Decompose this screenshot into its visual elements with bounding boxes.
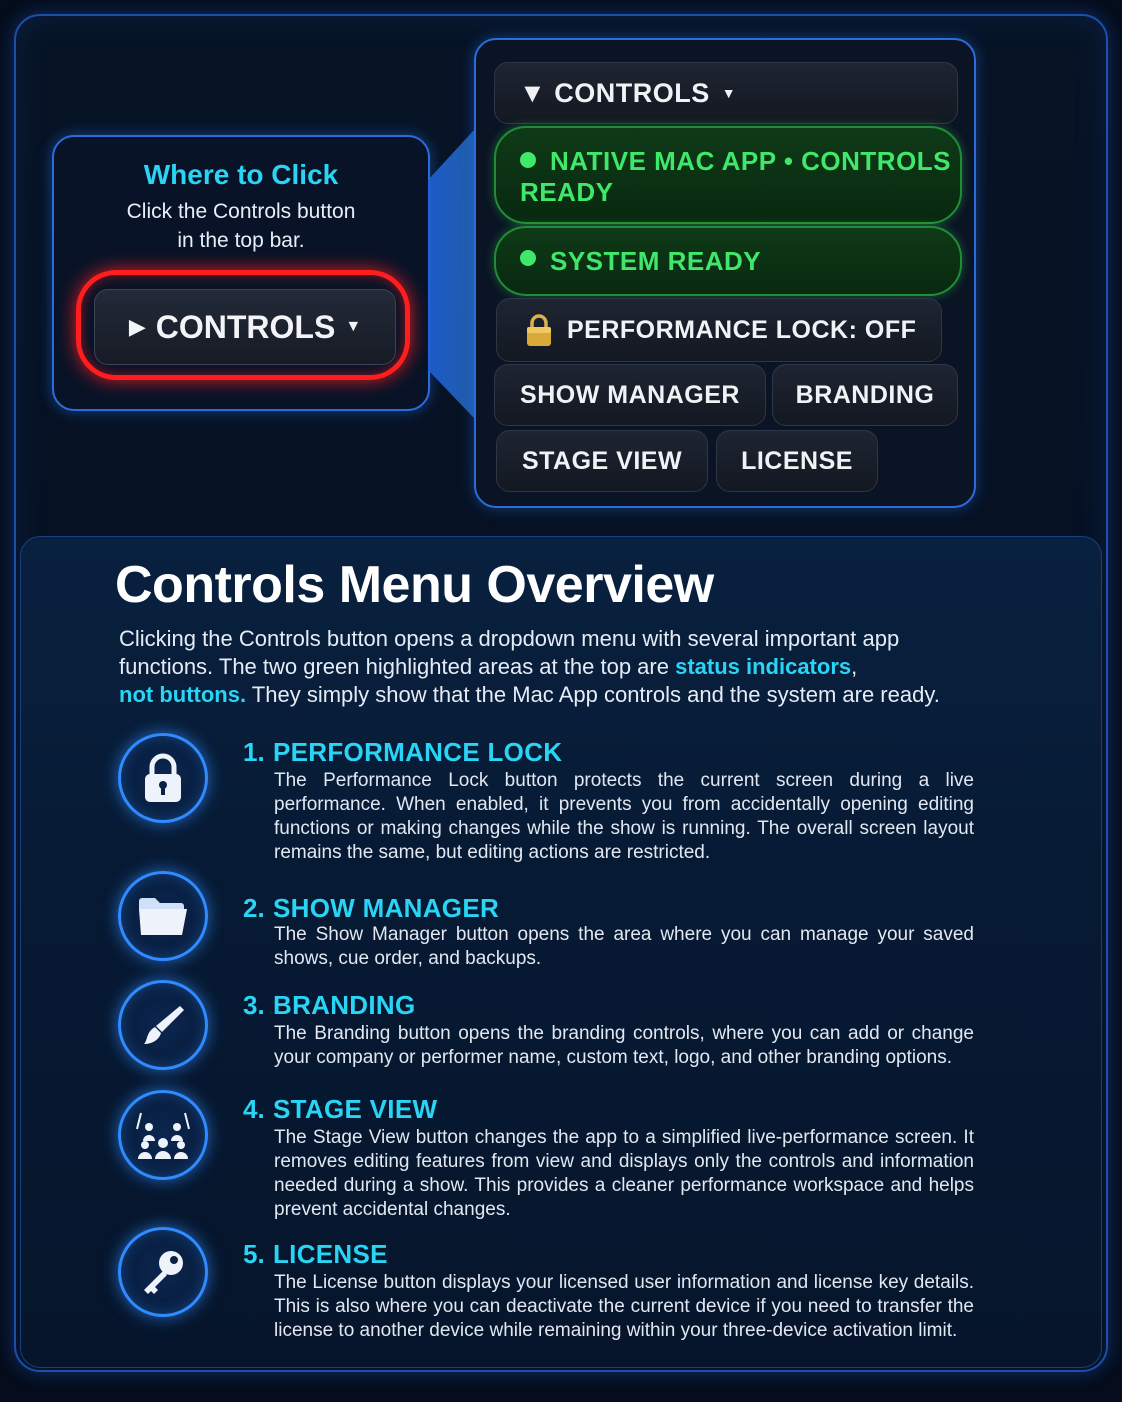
audience-icon (118, 1090, 208, 1180)
intro-highlight-2: not buttons. (119, 682, 247, 707)
show-manager-label: SHOW MANAGER (520, 380, 740, 409)
intro-text-2: , (851, 654, 858, 679)
play-icon: ▶ (128, 314, 146, 339)
controls-button-label: CONTROLS (155, 308, 336, 345)
intro-text-1: Clicking the Controls button opens a dropdown menu with several important app functions. The two green highlighted areas at the top are (119, 626, 900, 679)
paintbrush-icon (118, 980, 208, 1070)
license-button[interactable] (716, 430, 878, 492)
feature-title: STAGE VIEW (273, 1094, 438, 1124)
overview-title: Controls Menu Overview (115, 556, 714, 614)
stage-view-label: STAGE VIEW (521, 446, 683, 475)
controls-button[interactable] (94, 289, 396, 365)
controls-dropdown-menu (474, 38, 976, 508)
feature-number: 4. (243, 1094, 265, 1124)
chevron-down-icon: ▼ (721, 85, 737, 101)
feature-description: The License button displays your licensed user information and license key details. This is also where you can deactivate the current device if you need to transfer the license to another device while remaining within your three-device activation limit. (274, 1272, 974, 1341)
connector-beam (428, 130, 478, 418)
feature-number: 2. (243, 893, 265, 923)
status-system-ready (494, 226, 962, 296)
menu-controls-header[interactable] (494, 62, 958, 124)
branding-button[interactable] (772, 364, 958, 426)
feature-title: SHOW MANAGER (273, 893, 500, 923)
feature-number: 5. (243, 1239, 265, 1269)
feature-description: The Show Manager button opens the area where you can manage your saved shows, cue order, and backups. (274, 924, 974, 969)
callout-text (94, 197, 388, 255)
intro-highlight-1: status indicators (675, 654, 852, 679)
folder-icon (118, 871, 208, 961)
feature-description: The Performance Lock button protects the current screen during a live performance. When enabled, it prevents you from accidentally opening editing functions or making changes while the show is running. The overall screen layout remains the same, but editing actions are restricted. (274, 770, 974, 863)
feature-number: 1. (243, 737, 265, 767)
callout-line-1: Click the Controls button (126, 200, 356, 223)
controls-overview-section (20, 536, 1102, 1368)
status-dot-icon (520, 250, 536, 266)
performance-lock-label: PERFORMANCE LOCK: OFF (567, 315, 917, 344)
feature-title: PERFORMANCE LOCK (273, 737, 563, 767)
triangle-down-icon: ▼ (519, 77, 547, 108)
intro-text-3: They simply show that the Mac App controls and the system are ready. (246, 682, 940, 707)
status-dot-icon (520, 152, 536, 168)
status-native-line2: READY (520, 177, 614, 207)
callout-title: Where to Click (143, 159, 339, 190)
branding-label: BRANDING (795, 380, 935, 409)
license-label: LICENSE (741, 446, 853, 475)
padlock-icon (525, 313, 553, 347)
overview-intro (119, 625, 979, 709)
status-system-label: SYSTEM READY (550, 245, 762, 276)
status-native-mac-app (494, 126, 962, 224)
feature-description: The Branding button opens the branding controls, where you can add or change your company or performer name, custom text, logo, and other branding options. (274, 1023, 974, 1068)
chevron-down-icon: ▼ (345, 318, 362, 335)
menu-controls-label: CONTROLS (554, 77, 710, 108)
status-native-line1: NATIVE MAC APP • CONTROLS (550, 146, 952, 176)
show-manager-button[interactable] (494, 364, 766, 426)
performance-lock-button[interactable] (496, 298, 942, 362)
feature-title: LICENSE (273, 1239, 388, 1269)
key-icon (118, 1227, 208, 1317)
where-to-click-callout (52, 135, 430, 411)
feature-description: The Stage View button changes the app to a simplified live-performance screen. It removes editing features from view and displays only the controls and information needed during a show. This provides a cleaner performance workspace and helps prevent accidental changes. (274, 1127, 974, 1220)
feature-number: 3. (243, 990, 265, 1020)
lock-icon (118, 733, 208, 823)
stage-view-button[interactable] (496, 430, 708, 492)
callout-line-2: in the top bar. (177, 229, 305, 252)
feature-title: BRANDING (273, 990, 416, 1020)
